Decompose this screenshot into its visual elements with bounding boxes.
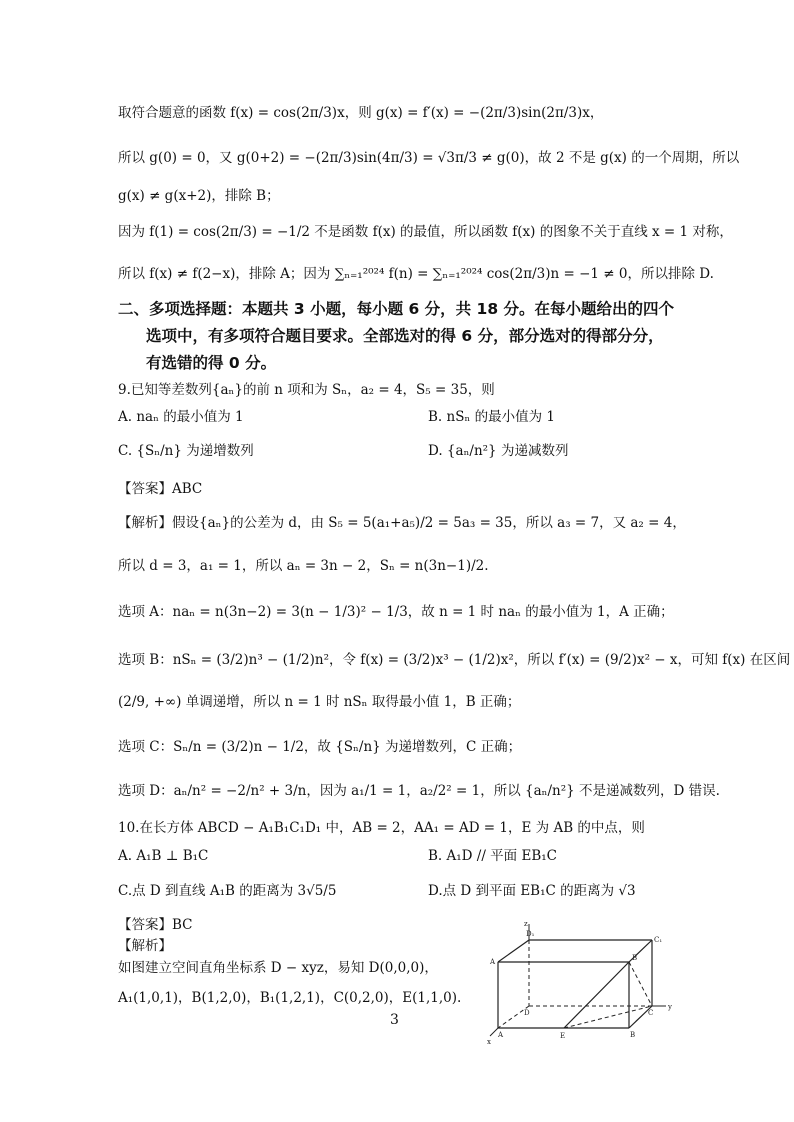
label-a: A: [498, 1031, 504, 1039]
q10-analysis-label: 【解析】: [118, 938, 172, 954]
hidden-segment-b1-c: [629, 962, 652, 1006]
q9-analysis-line-6: 选项 C：Sₙ/n = (3/2)n − 1/2，故 {Sₙ/n} 为递增数列，C 正确；: [118, 739, 522, 755]
analysis-line-4: 因为 f(1) = cos(2π/3) = −1/2 不是函数 f(x) 的最值，所以函数 f(x) 的图象不关于直线 x = 1 对称，: [118, 224, 733, 240]
label-c: C: [648, 1009, 654, 1017]
section-heading-line-1: 二、多项选择题：本题共 3 小题，每小题 6 分，共 18 分。在每小题给出的四个: [118, 300, 675, 318]
segment-e-b1: [564, 962, 629, 1028]
q10-analysis-line-1: 如图建立空间直角坐标系 D − xyz，易知 D(0,0,0)，: [118, 960, 438, 976]
q10-option-c: C.点 D 到直线 A₁B 的距离为 3√5/5: [118, 883, 337, 899]
hidden-segment-e-c: [564, 1006, 652, 1028]
label-a1: A: [490, 958, 496, 966]
q10-option-a: A. A₁B ⊥ B₁C: [118, 848, 209, 864]
label-c1: C₁: [654, 936, 663, 944]
q10-analysis-line-2: A₁(1,0,1)，B(1,2,0)，B₁(1,2,1)，C(0,2,0)，E(1,1,0).: [118, 990, 462, 1006]
analysis-line-2: 所以 g(0) = 0，又 g(0+2) = −(2π/3)sin(4π/3) = √3π/3 ≠ g(0)，故 2 不是 g(x) 的一个周期，所以: [118, 150, 740, 166]
analysis-line-1: 取符合题意的函数 f(x) = cos(2π/3)x，则 g(x) = f′(x) = −(2π/3)sin(2π/3)x，: [118, 105, 604, 121]
label-d1: D₁: [526, 930, 535, 938]
q10-option-b: B. A₁D // 平面 EB₁C: [428, 848, 557, 864]
x-axis: [490, 1028, 498, 1036]
q9-analysis-line-5: (2/9, +∞) 单调递增，所以 n = 1 时 nSₙ 取得最小值 1，B 正确；: [118, 694, 521, 710]
q9-answer: 【答案】ABC: [118, 481, 203, 497]
page-number: 3: [390, 1012, 399, 1028]
q10-option-d: D.点 D 到平面 EB₁C 的距离为 √3: [428, 883, 636, 899]
label-z: z: [524, 920, 528, 928]
cuboid-figure: [484, 920, 674, 1045]
q9-option-d: D. {aₙ/n²} 为递减数列: [428, 443, 569, 459]
section-heading-line-2: 选项中，有多项符合题目要求。全部选对的得 6 分，部分选对的得部分分，: [146, 327, 664, 345]
q10-stem: 10.在长方体 ABCD − A₁B₁C₁D₁ 中，AB = 2，AA₁ = AD = 1，E 为 AB 的中点，则: [118, 820, 645, 836]
label-b1: B: [632, 954, 638, 962]
edge-a1-d1: [498, 940, 529, 962]
q9-analysis-line-7: 选项 D：aₙ/n² = −2/n² + 3/n，因为 a₁/1 = 1，a₂/2² = 1，所以 {aₙ/n²} 不是递减数列，D 错误.: [118, 783, 720, 799]
q9-analysis-line-3: 选项 A：naₙ = n(3n−2) = 3(n − 1/3)² − 1/3，故 n = 1 时 naₙ 的最小值为 1，A 正确；: [118, 604, 674, 620]
section-heading-line-3: 有选错的得 0 分。: [146, 354, 277, 372]
q9-analysis-line-2: 所以 d = 3，a₁ = 1，所以 aₙ = 3n − 2，Sₙ = n(3n−1)/2.: [118, 558, 489, 574]
q10-answer: 【答案】BC: [118, 917, 193, 933]
label-b: B: [630, 1031, 636, 1039]
q9-analysis-line-1: 【解析】假设{aₙ}的公差为 d，由 S₅ = 5(a₁+a₅)/2 = 5a₃ = 35，所以 a₃ = 7，又 a₂ = 4，: [118, 515, 686, 531]
analysis-line-3: g(x) ≠ g(x+2)，排除 B；: [118, 188, 280, 204]
q9-stem: 9.已知等差数列{aₙ}的前 n 项和为 Sₙ，a₂ = 4，S₅ = 35，则: [118, 382, 495, 398]
q9-analysis-line-4: 选项 B：nSₙ = (3/2)n³ − (1/2)n²，令 f(x) = (3/2)x³ − (1/2)x²，所以 f′(x) = (9/2)x² − x，可知 f(x) 在区间: [118, 652, 791, 668]
q9-option-c: C. {Sₙ/n} 为递增数列: [118, 443, 254, 459]
label-e: E: [560, 1032, 566, 1040]
analysis-line-5: 所以 f(x) ≠ f(2−x)，排除 A；因为 ∑ₙ₌₁²⁰²⁴ f(n) = ∑ₙ₌₁²⁰²⁴ cos(2π/3)n = −1 ≠ 0，所以排除 D.: [118, 266, 714, 282]
label-y: y: [668, 1003, 672, 1011]
label-x: x: [487, 1038, 491, 1045]
label-d: D: [524, 1009, 530, 1017]
q9-option-a: A. naₙ 的最小值为 1: [118, 409, 244, 425]
q9-option-b: B. nSₙ 的最小值为 1: [428, 409, 555, 425]
